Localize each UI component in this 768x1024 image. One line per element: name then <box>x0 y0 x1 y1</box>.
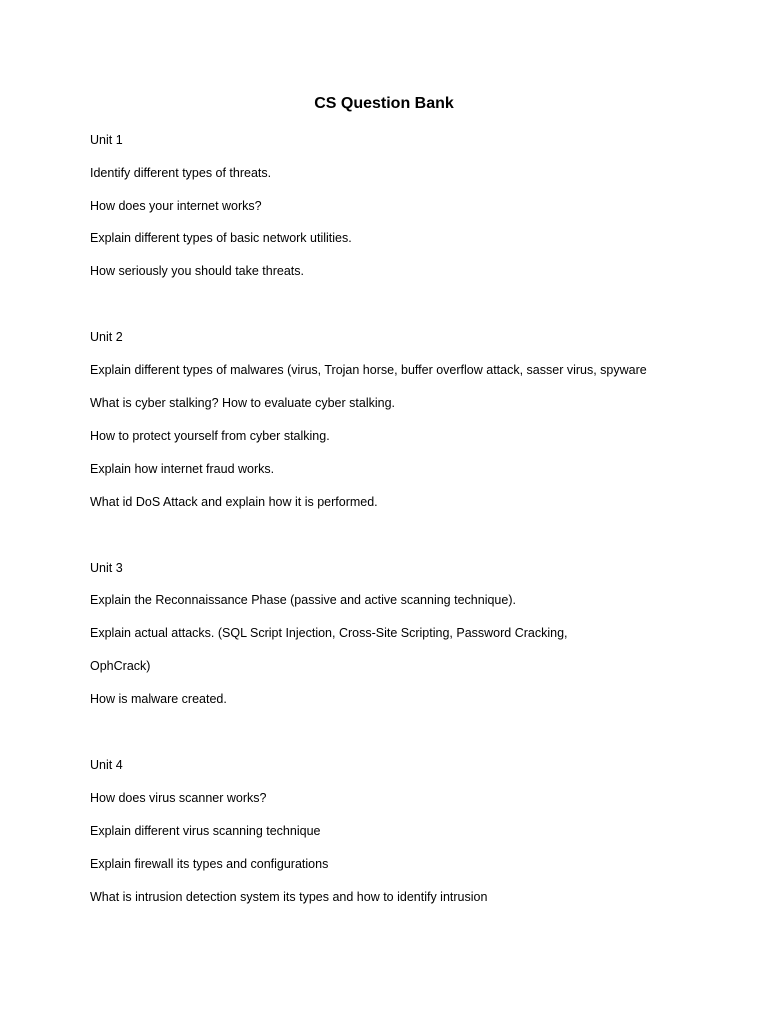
page-title: CS Question Bank <box>314 95 454 112</box>
unit-heading: Unit 4 <box>90 758 123 772</box>
question-item: What is cyber stalking? How to evaluate cyber stalking. <box>90 396 395 410</box>
question-item: How does virus scanner works? <box>90 791 267 805</box>
unit-heading: Unit 1 <box>90 133 123 147</box>
question-item: How does your internet works? <box>90 199 262 213</box>
question-item: How to protect yourself from cyber stalking. <box>90 429 330 443</box>
unit-heading: Unit 3 <box>90 561 123 575</box>
question-item: OphCrack) <box>90 659 151 673</box>
unit-heading: Unit 2 <box>90 330 123 344</box>
question-item: Explain the Reconnaissance Phase (passive and active scanning technique). <box>90 593 516 607</box>
question-item: What is intrusion detection system its types and how to identify intrusion <box>90 890 488 904</box>
question-item: What id DoS Attack and explain how it is performed. <box>90 495 378 509</box>
question-item: Explain actual attacks. (SQL Script Injection, Cross-Site Scripting, Password Cracking, <box>90 626 568 640</box>
question-item: How is malware created. <box>90 692 227 706</box>
question-item: Explain how internet fraud works. <box>90 462 275 476</box>
question-item: How seriously you should take threats. <box>90 264 304 278</box>
question-item: Explain different types of basic network utilities. <box>90 231 352 245</box>
question-item: Explain firewall its types and configurations <box>90 857 329 871</box>
question-item: Identify different types of threats. <box>90 166 272 180</box>
question-item: Explain different virus scanning technique <box>90 824 321 838</box>
question-item: Explain different types of malwares (virus, Trojan horse, buffer overflow attack, sasser virus, spyware <box>90 363 647 377</box>
